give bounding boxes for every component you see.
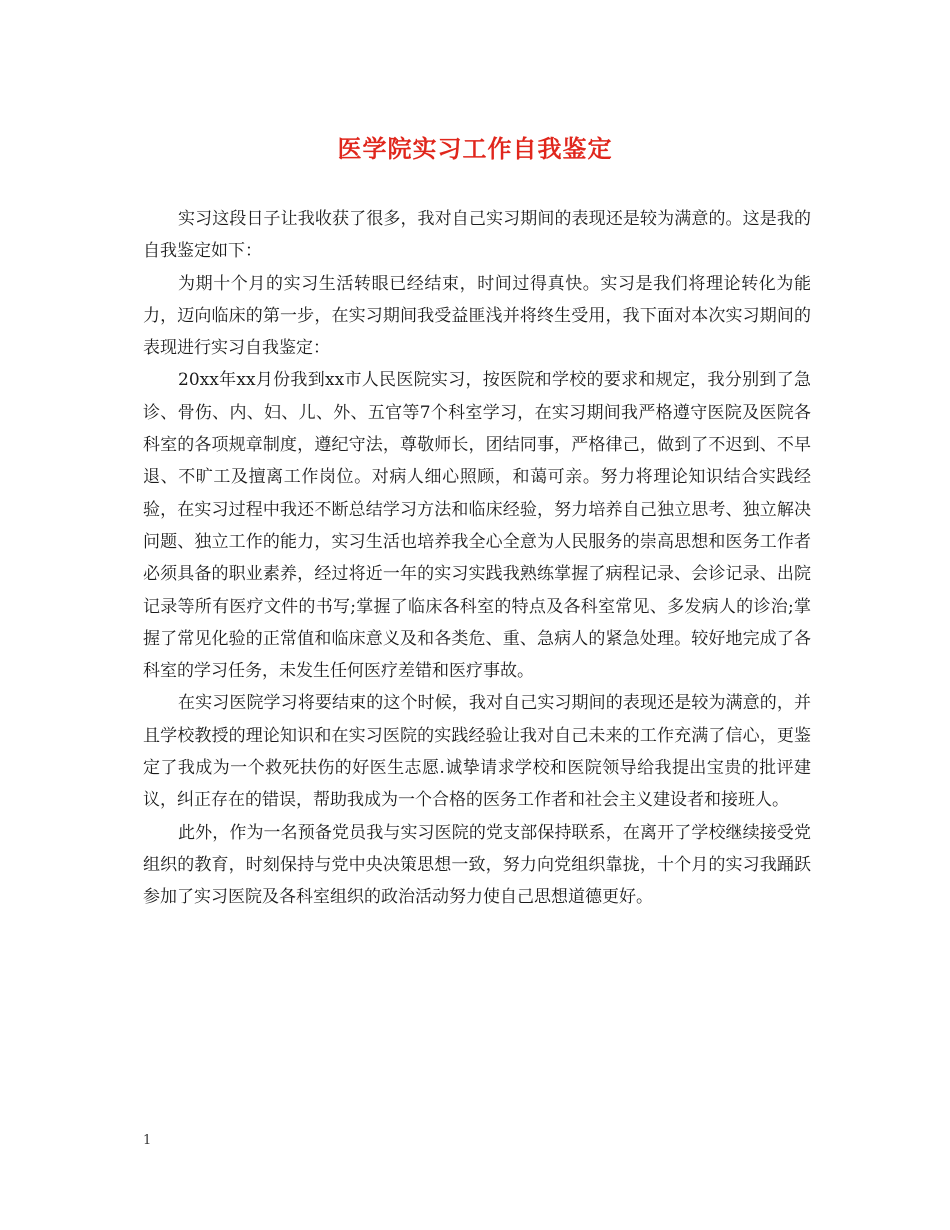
paragraph-details: 20xx年xx月份我到xx市人民医院实习，按医院和学校的要求和规定，我分别到了急诊、骨伤、内、妇、儿、外、五官等7个科室学习，在实习期间我严格遵守医院及医院各科室的各项规章制度，遵纪守法，尊敬师长，团结同事，严格律己，做到了不迟到、不早退、不旷工及擅离工作岗位。对病人细心照顾，和蔼可亲。努力将理论知识结合实践经验，在实习过程中我还不断总结学习方法和临床经验，努力培养自己独立思考、独立解决问题、独立工作的能力，实习生活也培养我全心全意为人民服务的崇高思想和医务工作者必须具备的职业素养，经过将近一年的实习实践我熟练掌握了病程记录、会诊记录、出院记录等所有医疗文件的书写;掌握了临床各科室的特点及各科室常见、多发病人的诊治;掌握了常见化验的正常值和临床意义及和各类危、重、急病人的紧急处理。较好地完成了各科室的学习任务，未发生任何医疗差错和医疗事故。 [143, 370, 811, 682]
page-number: 1 [143, 1133, 152, 1148]
paragraph-overview: 为期十个月的实习生活转眼已经结束，时间过得真快。实习是我们将理论转化为能力，迈向临床的第一步，在实习期间我受益匪浅并将终生受用，我下面对本次实习期间的表现进行实习自我鉴定： [143, 273, 811, 359]
paragraph-conclusion: 在实习医院学习将要结束的这个时候，我对自己实习期间的表现还是较为满意的，并且学校教授的理论知识和在实习医院的实践经验让我对自己未来的工作充满了信心，更鉴定了我成为一个救死扶伤的好医生志愿.诚挚请求学校和医院领导给我提出宝贵的批评建议，纠正存在的错误，帮助我成为一个合格的医务工作者和社会主义建设者和接班人。 [143, 693, 811, 811]
paragraph-intro: 实习这段日子让我收获了很多，我对自己实习期间的表现还是较为满意的。这是我的自我鉴定如下： [143, 209, 811, 262]
document-body [143, 203, 811, 914]
paragraph-party: 此外，作为一名预备党员我与实习医院的党支部保持联系，在离开了学校继续接受党组织的教育，时刻保持与党中央决策思想一致，努力向党组织靠拢，十个月的实习我踊跃参加了实习医院及各科室组织的政治活动努力使自己思想道德更好。 [143, 822, 811, 908]
document-title: 医学院实习工作自我鉴定 [337, 134, 613, 163]
